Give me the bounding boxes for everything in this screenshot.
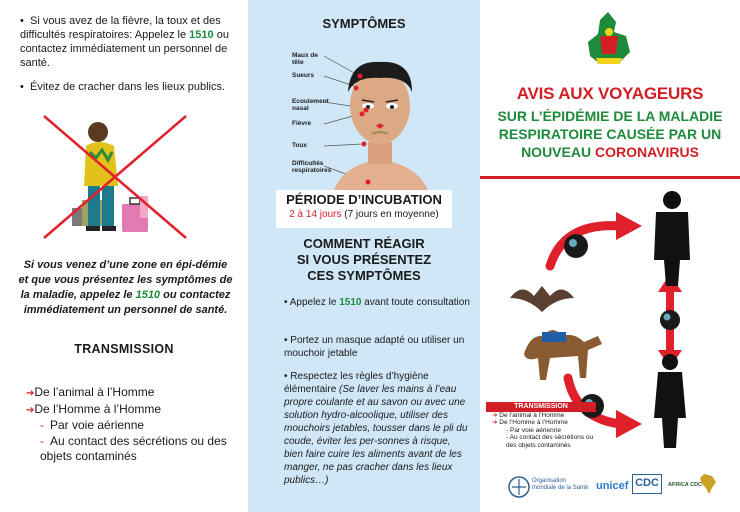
symptom-label: Sueurs [292, 72, 315, 79]
list-item: ➔ De l’animal à l’Homme [492, 411, 565, 419]
list-item: ➔De l’Homme à l’Homme [26, 401, 162, 416]
middle-panel [248, 0, 480, 512]
symptom-label: Toux [292, 142, 308, 149]
symptom-label: Difficultés respiratoires [292, 160, 332, 174]
mask-advice: • Portez un masque adapté ou utiliser un mouchoir jetable [284, 335, 465, 359]
arrow-icon: ➔ [26, 388, 35, 399]
africa-cdc-icon [700, 474, 716, 494]
transmission-box-title: TRANSMISSION [486, 402, 596, 412]
list-item: - Par voie aérienne [40, 418, 145, 432]
who-name: Organisation mondiale de la Santé [532, 478, 589, 491]
symptom-label: Ecoulement nasal [292, 98, 329, 112]
symptom-label: Maux de tête [292, 52, 319, 66]
cover-subtitle-line: NOUVEAU CORONAVIRUS [521, 144, 699, 160]
transmission-heading: TRANSMISSION [74, 342, 174, 356]
divider [480, 176, 740, 179]
hotline-number: 1510 [189, 29, 214, 41]
list-item: - Par voie aérienne [506, 426, 561, 434]
transmission-list [26, 385, 241, 465]
symptom-label: Fièvre [292, 120, 312, 127]
cover-panel [480, 0, 740, 512]
list-item: - Au contact des sécrétions ou des objets contaminés [506, 434, 594, 449]
spitting-advice: • Évitez de cracher dans les lieux publics. [20, 81, 226, 93]
hygiene-advice: • Respectez les règles d’hygiène élémentaire (Se laver les mains à l’eau propre coulante et au savon ou avec une solution hydro-alcoolique, utiliser des mouchoirs jetables, tousser dans le pli du coude, éviter les per-sonnes à risque, bien faire cuire les aliments avant de les manger, ne pas cracher dans les lieux publics…) [284, 371, 468, 486]
cover-title: AVIS AUX VOYAGEURS [516, 84, 704, 103]
how-to-react-heading: COMMENT RÉAGIR SI VOUS PRÉSENTEZ CES SYMPTÔMES [296, 236, 432, 283]
left-panel [0, 0, 248, 512]
epidemic-zone-advice: Si vous venez d’une zone en épi-démie et que vous présentez les symptômes de la maladie, appelez le 1510 ou contactez immédiatement un personnel de santé. [18, 259, 233, 316]
sick-boy-illustration [324, 52, 434, 190]
list-item: - Au contact des sécrétions ou des objets contaminés [40, 433, 227, 463]
arrow-icon: ➔ [26, 404, 35, 416]
crossed-spitting-traveler-illustration [40, 112, 190, 242]
call-hotline-advice: • Appelez le 1510 avant toute consultation [284, 297, 470, 308]
transmission-box [486, 402, 596, 458]
symptoms-heading: SYMPTÔMES [322, 16, 406, 31]
cover-subtitle-line: RESPIRATOIRE CAUSÉE PAR UN [498, 126, 722, 142]
incubation-period: 2 à 14 jours (7 jours en moyenne) [289, 209, 439, 220]
list-item: ➔De l’animal à l’Homme [26, 385, 155, 399]
who-logo [508, 476, 530, 498]
cover-subtitle-line: SUR L’ÉPIDÉMIE DE LA MALADIE [497, 108, 723, 124]
unicef-logo: unicef [596, 480, 629, 492]
cameroon-map-logo [586, 12, 632, 64]
africa-cdc-logo: AFRICA CDC [668, 482, 703, 488]
incubation-heading: PÉRIODE D’INCUBATION [286, 192, 442, 207]
list-item: ➔ De l’Homme à l’Homme [492, 419, 568, 427]
fever-advice: • Si vous avez de la fièvre, la toux et des difficultés respiratoires: Appelez le 1510 ou contactez immédiatement un personnel de santé. [20, 15, 229, 69]
partner-logos [480, 462, 740, 512]
cdc-logo: CDC [632, 474, 662, 494]
